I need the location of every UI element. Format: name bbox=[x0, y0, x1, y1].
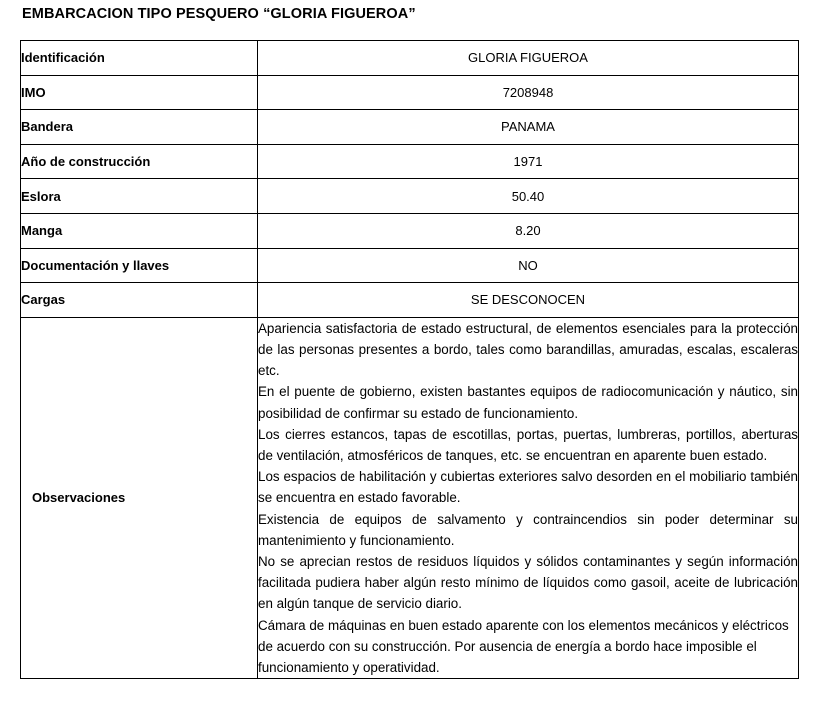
table-row bbox=[21, 75, 799, 110]
observations-paragraph: No se aprecian restos de residuos líquidos y sólidos contaminantes y según información facilitada pudiera haber algún resto mínimo de líquidos como gasoil, aceite de lubricación en algún tanque de servicio diario. bbox=[258, 553, 798, 612]
row-label-eslora: Eslora bbox=[21, 179, 258, 214]
row-label-manga: Manga bbox=[21, 213, 258, 248]
page-title: EMBARCACION TIPO PESQUERO “GLORIA FIGUEROA” bbox=[22, 6, 416, 22]
observations-paragraph: Existencia de equipos de salvamento y contraincendios sin poder determinar su mantenimiento y funcionamiento. bbox=[258, 511, 798, 548]
table-row bbox=[21, 179, 799, 214]
row-label-bandera: Bandera bbox=[21, 110, 258, 145]
observations-paragraph: Los espacios de habilitación y cubiertas exteriores salvo desorden en el mobiliario también se encuentra en estado favorable. bbox=[258, 469, 798, 506]
observations-paragraph: Cámara de máquinas en buen estado aparente con los elementos mecánicos y eléctricos de acuerdo con su construcción. Por ausencia de energía a bordo hace imposible el funcionamiento y operatividad. bbox=[258, 617, 789, 675]
row-value-bandera: PANAMA bbox=[258, 110, 799, 145]
row-value-identificacion: GLORIA FIGUEROA bbox=[258, 41, 799, 76]
observations-label-cell bbox=[21, 317, 258, 678]
observations-paragraph: Los cierres estancos, tapas de escotillas, portas, puertas, lumbreras, portillos, aberturas de ventilación, atmosféricos de tanques, etc. se encuentran en aparente buen estado. bbox=[258, 426, 798, 463]
row-label-documentacion-y-llaves: Documentación y llaves bbox=[21, 248, 258, 283]
table-row-observaciones bbox=[21, 317, 799, 678]
spec-table-body bbox=[21, 41, 799, 679]
table-row bbox=[21, 144, 799, 179]
table-row bbox=[21, 248, 799, 283]
table-row bbox=[21, 110, 799, 145]
row-value-eslora: 50.40 bbox=[258, 179, 799, 214]
table-row bbox=[21, 283, 799, 318]
observations-label: Observaciones bbox=[32, 490, 126, 506]
row-value-documentacion-y-llaves: NO bbox=[258, 248, 799, 283]
table-row bbox=[21, 213, 799, 248]
observations-paragraph: En el puente de gobierno, existen bastantes equipos de radiocomunicación y náutico, sin posibilidad de confirmar su estado de funcionamiento. bbox=[258, 384, 798, 421]
vessel-spec-table bbox=[20, 40, 799, 679]
row-label-ano-de-construccion: Año de construcción bbox=[21, 144, 258, 179]
row-label-identificacion: Identificación bbox=[21, 41, 258, 76]
row-value-imo: 7208948 bbox=[258, 75, 799, 110]
observations-paragraph: Apariencia satisfactoria de estado estructural, de elementos esenciales para la protección de las personas presentes a bordo, tales como barandillas, amuradas, escalas, escaleras etc. bbox=[258, 320, 798, 379]
row-label-cargas: Cargas bbox=[21, 283, 258, 318]
observations-value-cell bbox=[258, 317, 799, 678]
row-value-cargas: SE DESCONOCEN bbox=[258, 283, 799, 318]
row-label-imo: IMO bbox=[21, 75, 258, 110]
row-value-ano-de-construccion: 1971 bbox=[258, 144, 799, 179]
row-value-manga: 8.20 bbox=[258, 213, 799, 248]
table-row bbox=[21, 41, 799, 76]
